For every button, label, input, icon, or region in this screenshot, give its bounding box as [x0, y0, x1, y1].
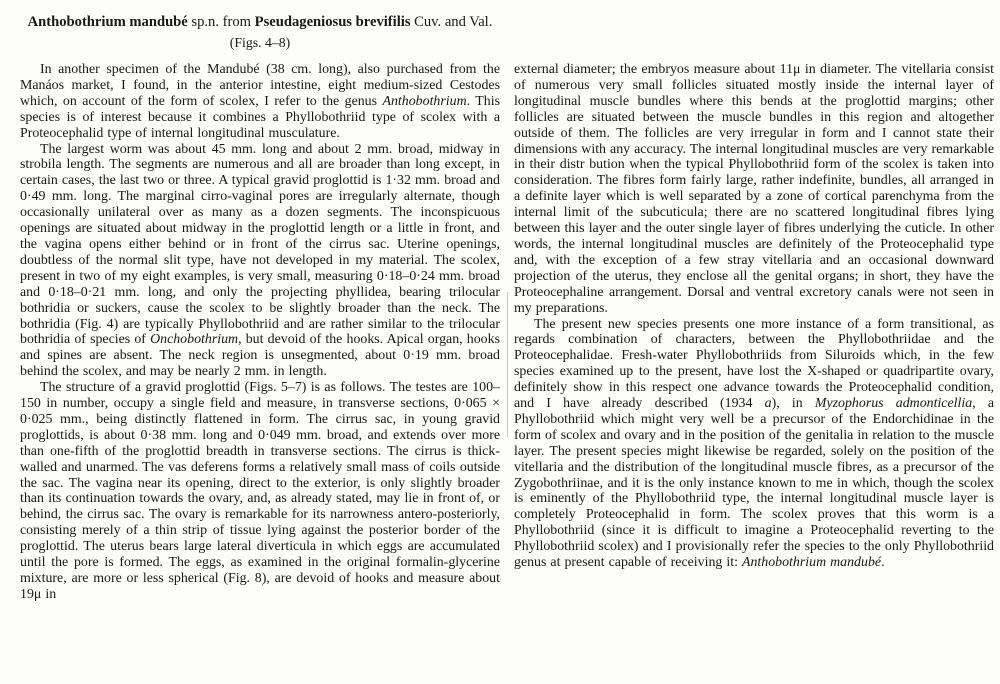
article-title-block: [20, 12, 500, 53]
new-species-name: Anthobothrium mandubé: [27, 14, 188, 30]
text-segment: ), in: [771, 396, 815, 412]
text-segment: The largest worm was about 45 mm. long and about 2 mm. broad, midway in strobila length. The segments are numerous and all are broader than long except, in certain cases, the last two or three. A typical gravid proglottid is 1·32 mm. broad and 0·49 mm. long. The marginal cirro-vaginal pores are irregularly alternate, though occasionally unilateral over as many as a dozen segments. The inconspicuous openings are situated about midway in the proglottid length or a little in front, and the vagina opens either behind or in front of the cirrus sac. Uterine openings, doubtless of the normal slit type, have not developed in my material. The scolex, present in two of my eight examples, is very small, measuring 0·18–0·24 mm. broad and 0·18–0·21 mm. long, and only the projecting phyllidea, bearing trilocular bothridia or suckers, cause the scolex to be slightly broader than the neck. The bothridia (Fig. 4) are typically Phyllobothriid and are rather similar to the trilocular bothridia of species of: [20, 141, 500, 348]
paragraph: [514, 317, 994, 572]
italic-text-segment: a: [764, 396, 772, 412]
left-column-text: [20, 62, 500, 603]
paragraph: [20, 380, 500, 603]
italic-text-segment: Onchobothrium: [150, 332, 239, 348]
text-segment: The present new species presents one more instance of a form transitional, as regards combination of characters, between the Phyllobothriidae and the Proteocephalidae. Fresh-water Phyllobothriids from Siluroids which, in the few species examined up to the present, have lost the X-shaped or quadripartite ovary, definitely show in this respect one advance towards the Proteocephalid condition, and I have already described (1934: [514, 316, 994, 412]
paragraph: [514, 62, 994, 317]
italic-text-segment: Myzophorus admonticellia: [814, 396, 973, 412]
italic-text-segment: Anthobothrium mandubé: [741, 555, 882, 571]
text-segment: , a Phyllobothriid which might very well be a precursor of the Endorchidinae in the form of scolex and ovary and in the position of the genitalia in relation to the muscle layer. The present species might likewise be regarded, solely on the position of the vitellaria and the distribution of the longitudinal muscle fibres, as a precursor of the Zygobothriinae, and it is the only instance known to me in which, though the scolex is eminently of the Phyllobothriid type, the internal longitudinal muscle layer is completely Proteocephalid in form. The scolex proves that this worm is a Phyllobothriid (since it is difficult to imagine a Proteocephalid reverting to the Phyllobothriid scolex) and I provisionally refer the species to the only Phyllobothriid genus at present capable of receiving it:: [514, 396, 995, 571]
right-column: [514, 12, 994, 684]
paragraph: [20, 62, 500, 142]
italic-text-segment: Anthobothrium: [382, 93, 467, 109]
figures-reference: (Figs. 4–8): [229, 35, 291, 50]
text-segment: . This species is of interest because it combines a Phyllobothriid type of scolex with a Proteocephalid type of internal longitudinal musculature.: [20, 93, 500, 141]
text-segment: The structure of a gravid proglottid (Figs. 5–7) is as follows. The testes are 100–150 in number, occupy a single field and measure, in transverse sections, 0·065 × 0·025 mm., being distinctly flattened in form. The cirrus sac, in young gravid proglottids, is about 0·38 mm. long and 0·049 mm. broad, and extends over more than one-fifth of the proglottid breadth in transverse sections. The cirrus is thick-walled and unarmed. The vas deferens forms a relatively small mass of coils outside the sac. The vagina near its opening, direct to the exterior, is only slightly broader than its continuation towards the ovary, and, as already stated, may lie in front of, or behind, the cirrus sac. The ovary is remarkable for its narrowness antero-posteriorly, consisting merely of a thin strip of tissue lying against the posterior border of the proglottid. The uterus bears large lateral diverticula in which eggs are accumulated until the pore is formed. The eggs, as examined in the original formalin-glycerine mixture, are more or less spherical (Fig. 8), are devoid of hooks and measure about 19μ in: [20, 380, 500, 602]
host-species-name: Pseudageniosus brevifilis: [254, 14, 411, 30]
title-connector-text: sp.n. from: [187, 14, 255, 30]
paragraph: [20, 142, 500, 381]
text-segment: In another specimen of the Mandubé (38 cm. long), also purchased from the Manáos market, I found, in the anterior intestine, eight medium-sized Cestodes which, on account of the form of scolex, I refer to the genus: [20, 62, 500, 109]
left-column: [20, 12, 500, 684]
article-title: [20, 12, 500, 33]
right-column-text: [514, 62, 994, 571]
text-segment: .: [881, 555, 885, 571]
title-authority-text: Cuv. and Val.: [410, 14, 493, 30]
scan-artifact-line: [507, 292, 508, 437]
text-segment: , but devoid of the hooks. Apical organ, hooks and spines are absent. The neck region is unsegmented, about 0·19 mm. broad behind the scolex, and may be nearly 2 mm. in length.: [20, 332, 500, 380]
text-segment: external diameter; the embryos measure about 11μ in diameter. The vitellaria consist of numerous very small follicles situated mostly inside the internal layer of longitudinal muscle bundles where this bends at the proglottid margins; other follicles are situated between the muscle bundles in this region and altogether outside of them. The follicles are very irregular in form and I cannot state their dimensions with any accuracy. The internal longitudinal muscles are very remarkable in their distr bution when the typical Phyllobothriid form of the scolex is taken into consideration. The fibres form fairly large, rather indefinite, bundles, all arranged in a definite layer which is well separated by a zone of cortical parenchyma from the internal limit of the subcuticula; there are no scattered longitudinal fibres lying between this layer and the outer single layer of fibres underlying the cuticle. In other words, the internal longitudinal muscles are definitely of the Proteocephalid type and, with the exception of a few stray vitellaria and an occasional downward projection of the uterus, they enclose all the genital organs; in short, they have the Proteocephaline arrangement. Dorsal and ventral excretory canals were not seen in my preparations.: [514, 62, 994, 316]
